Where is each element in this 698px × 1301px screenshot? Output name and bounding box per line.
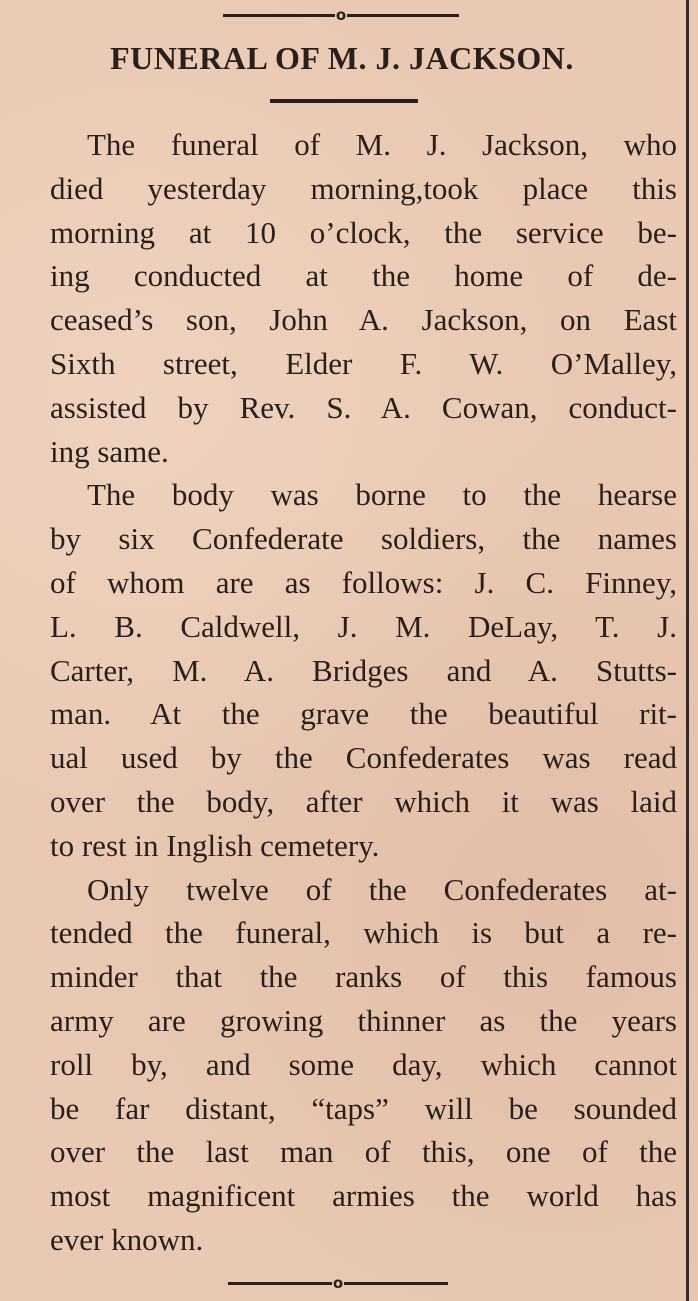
text-line: Carter, M. A. Bridges and A. Stutts-: [50, 652, 677, 688]
text-line: of whom are as follows: J. C. Finney,: [50, 564, 677, 600]
article-body: [13, 123, 677, 1262]
text-line: L. B. Caldwell, J. M. DeLay, T. J.: [50, 608, 677, 644]
top-ornament-rule: [218, 6, 464, 24]
text-line: be far distant, “taps” will be sounded: [50, 1090, 677, 1126]
headline-rule: [270, 99, 418, 103]
text-line: by six Confederate soldiers, the names: [50, 521, 677, 557]
ornament-line-right: [344, 1282, 448, 1285]
ornament-circle: o: [332, 1273, 344, 1292]
ornament-circle: o: [335, 5, 347, 24]
ornament-line-left: [223, 14, 335, 17]
text-line: ual used by the Confederates was read: [50, 740, 677, 776]
column-rule: [686, 0, 689, 1301]
text-line: minder that the ranks of this famous: [50, 959, 677, 995]
text-line: ever known.: [50, 1221, 204, 1257]
text-line: The body was borne to the hearse: [87, 477, 677, 513]
text-line: ceased’s son, John A. Jackson, on East: [50, 302, 677, 338]
text-line: roll by, and some day, which cannot: [50, 1046, 677, 1082]
text-line: most magnificent armies the world has: [50, 1178, 677, 1214]
text-line: tended the funeral, which is but a re-: [50, 915, 677, 951]
ornament-line-right: [347, 14, 459, 17]
text-line: Sixth street, Elder F. W. O’Malley,: [50, 345, 677, 381]
text-line: The funeral of M. J. Jackson, who: [87, 127, 677, 162]
text-line: Only twelve of the Confederates at-: [87, 871, 677, 907]
text-line: assisted by Rev. S. A. Cowan, conduct-: [50, 389, 677, 425]
article-headline: FUNERAL OF M. J. JACKSON.: [110, 40, 574, 76]
text-line: to rest in Inglish cemetery.: [50, 827, 380, 863]
paragraph-2: [13, 473, 677, 867]
text-line: died yesterday morning,took place this: [50, 170, 677, 206]
text-line: ing same.: [50, 433, 169, 469]
text-line: ing conducted at the home of de-: [50, 258, 677, 294]
text-line: over the body, after which it was laid: [50, 783, 677, 819]
text-line: man. At the grave the beautiful rit-: [50, 696, 677, 732]
text-line: morning at 10 o’clock, the service be-: [50, 214, 677, 250]
paragraph-1: [13, 123, 677, 473]
ornament-line-left: [228, 1282, 332, 1285]
text-line: army are growing thinner as the years: [50, 1002, 677, 1038]
paragraph-3: [13, 868, 677, 1262]
bottom-ornament-rule: [218, 1274, 458, 1292]
text-line: over the last man of this, one of the: [50, 1134, 677, 1170]
